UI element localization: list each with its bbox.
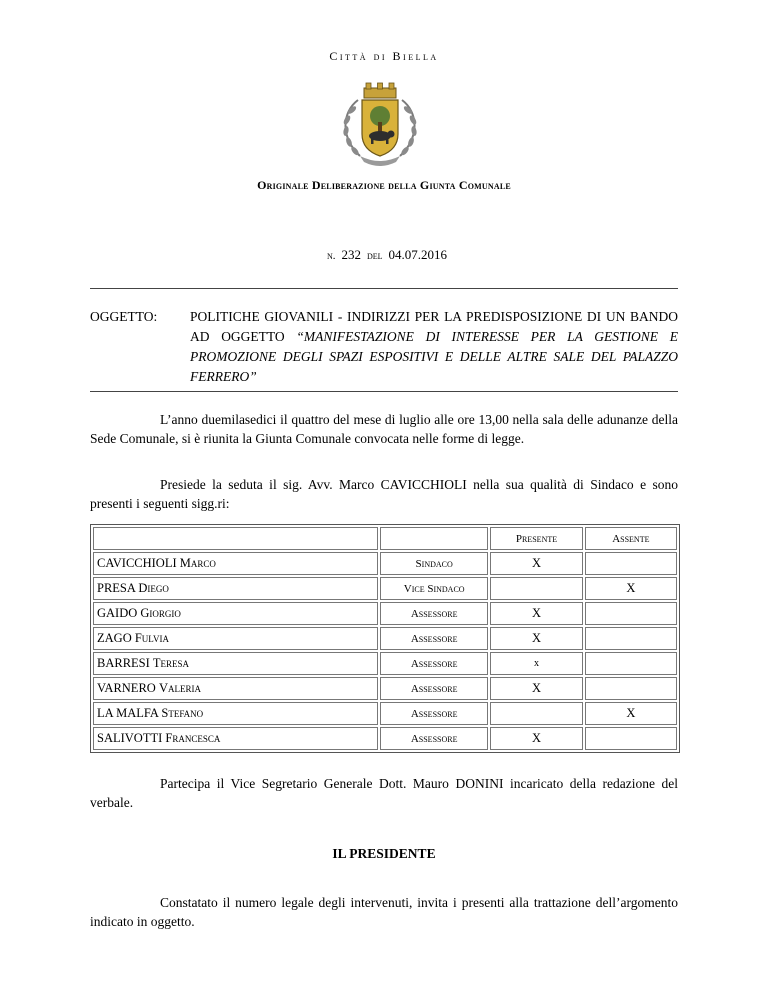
member-role: Vice Sindaco bbox=[380, 577, 488, 600]
member-surname: CAVICCHIOLI bbox=[97, 556, 177, 570]
member-first-name: Fulvia bbox=[134, 631, 169, 645]
member-first-name: Marco bbox=[179, 556, 216, 570]
member-surname: GAIDO bbox=[97, 606, 138, 620]
member-first-name: Stefano bbox=[161, 706, 204, 720]
table-header-row bbox=[93, 527, 677, 550]
present-mark: X bbox=[490, 602, 582, 625]
table-row bbox=[93, 577, 677, 600]
member-surname: BARRESI bbox=[97, 656, 150, 670]
date-label: del bbox=[366, 250, 383, 262]
present-mark bbox=[490, 702, 582, 725]
absent-mark bbox=[585, 627, 677, 650]
absent-mark: X bbox=[585, 702, 677, 725]
absent-mark bbox=[585, 602, 677, 625]
subject-text-italic: “MANIFESTAZIONE DI INTERESSE PER LA GESTIONE E PROMOZIONE DEGLI SPAZI ESPOSITIVI E DELLE ALTRE SALE DEL PALAZZO FERRERO” bbox=[190, 329, 678, 384]
chair-paragraph: Presiede la seduta il sig. Avv. Marco CAVICCHIOLI nella sua qualità di Sindaco e sono presenti i seguenti sigg.ri: bbox=[90, 477, 678, 511]
member-name bbox=[93, 602, 378, 625]
present-mark: x bbox=[490, 652, 582, 675]
city-crest-icon bbox=[330, 82, 430, 168]
absent-mark bbox=[585, 552, 677, 575]
header-absent: Assente bbox=[585, 527, 677, 550]
absent-mark bbox=[585, 677, 677, 700]
table-row bbox=[93, 652, 677, 675]
absent-mark bbox=[585, 727, 677, 750]
header-blank-role bbox=[380, 527, 488, 550]
member-name bbox=[93, 627, 378, 650]
number-value: 232 bbox=[341, 247, 361, 262]
present-mark: X bbox=[490, 552, 582, 575]
member-role: Assessore bbox=[380, 652, 488, 675]
city-name: Città di Biella bbox=[329, 49, 439, 63]
bottom-divider bbox=[90, 391, 678, 392]
member-first-name: Francesca bbox=[165, 731, 221, 745]
member-role: Assessore bbox=[380, 727, 488, 750]
member-surname: SALIVOTTI bbox=[97, 731, 163, 745]
member-name bbox=[93, 727, 378, 750]
present-mark: X bbox=[490, 727, 582, 750]
top-divider bbox=[90, 288, 678, 289]
member-first-name: Diego bbox=[138, 581, 169, 595]
member-name bbox=[93, 702, 378, 725]
header-present: Presente bbox=[490, 527, 582, 550]
table-row bbox=[93, 627, 677, 650]
table-row bbox=[93, 677, 677, 700]
attendance-table bbox=[90, 524, 680, 753]
member-role: Assessore bbox=[380, 702, 488, 725]
member-role: Sindaco bbox=[380, 552, 488, 575]
member-first-name: Teresa bbox=[152, 656, 190, 670]
member-surname: ZAGO bbox=[97, 631, 132, 645]
opening-paragraph: L’anno duemilasedici il quattro del mese di luglio alle ore 13,00 nella sala delle adunanze della Sede Comunale, si è riunita la Giunta Comunale convocata nelle forme di legge. bbox=[90, 412, 678, 446]
member-first-name: Valeria bbox=[158, 681, 201, 695]
date-value: 04.07.2016 bbox=[388, 247, 448, 262]
member-first-name: Giorgio bbox=[140, 606, 181, 620]
subject-label: OGGETTO: bbox=[90, 309, 158, 324]
deliberation-number bbox=[0, 247, 768, 263]
member-surname: PRESA bbox=[97, 581, 136, 595]
member-role: Assessore bbox=[380, 602, 488, 625]
subject-text bbox=[190, 307, 678, 387]
member-role: Assessore bbox=[380, 627, 488, 650]
member-name bbox=[93, 677, 378, 700]
member-name bbox=[93, 552, 378, 575]
president-heading: IL PRESIDENTE bbox=[332, 846, 436, 861]
absent-mark: X bbox=[585, 577, 677, 600]
table-row bbox=[93, 727, 677, 750]
member-surname: LA MALFA bbox=[97, 706, 159, 720]
present-mark: X bbox=[490, 627, 582, 650]
number-label: n. bbox=[326, 250, 336, 262]
table-row bbox=[93, 552, 677, 575]
present-mark bbox=[490, 577, 582, 600]
subject-text-plain: POLITICHE GIOVANILI - INDIRIZZI PER LA PREDISPOSIZIONE DI UN BANDO AD OGGETTO bbox=[190, 309, 678, 344]
member-role: Assessore bbox=[380, 677, 488, 700]
table-row bbox=[93, 702, 677, 725]
member-name bbox=[93, 577, 378, 600]
present-mark: X bbox=[490, 677, 582, 700]
member-name bbox=[93, 652, 378, 675]
member-surname: VARNERO bbox=[97, 681, 156, 695]
secretary-paragraph: Partecipa il Vice Segretario Generale Dott. Mauro DONINI incaricato della redazione del verbale. bbox=[90, 776, 678, 810]
header-blank-name bbox=[93, 527, 378, 550]
table-row bbox=[93, 602, 677, 625]
absent-mark bbox=[585, 652, 677, 675]
closing-paragraph: Constatato il numero legale degli intervenuti, invita i presenti alla trattazione dell’argomento indicato in oggetto. bbox=[90, 895, 678, 929]
document-type: Originale Deliberazione della Giunta Comunale bbox=[257, 178, 511, 192]
